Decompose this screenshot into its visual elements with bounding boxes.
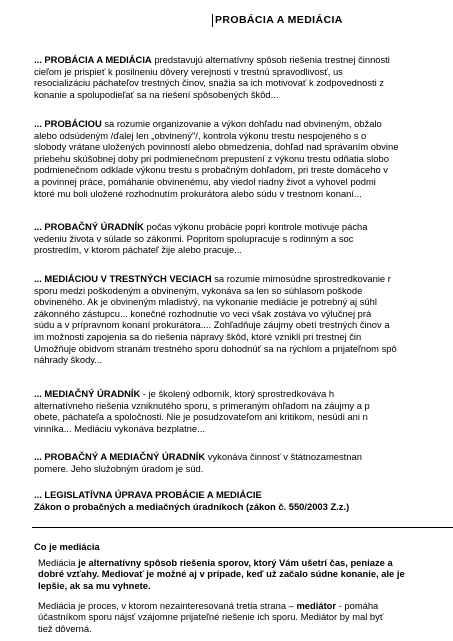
text-line: im možnosti zapojenia sa do riešenia nápravy škôd, ktoré vznikli pri trestnej čin [34,330,362,342]
text-line: a povinnej práce, pomáhanie obvinenému, aby viedol riadny život a vyhovel podmi [34,175,376,187]
text-line: alebo odsúdeným /ďalej len „obvinený"/, kontrola výkonu trestu nespojeného s o [34,129,367,141]
text-line: resocializáciu páchateľov trestných činov, snažia sa ich motivovať k zodpovednosti z [34,77,384,89]
horizontal-divider [32,527,453,528]
text-line: ... PROBAČNÝ A MEDIAČNÝ ÚRADNÍK vykonáva činnosť v štátnozamestnan [34,451,362,462]
text-line: Mediácia je proces, v ktorom nezainteresovaná tretia strana – mediátor - pomáha [38,600,379,611]
paragraph-mediacia-proces [38,600,453,634]
text-line: sporu medzi poškodeným a obvineným, vykonáva sa len so súhlasom poškode [34,284,363,296]
text-line: dobré vzťahy. Mediovať je možné aj v prípade, keď už začalo súdne konanie, ale je [38,568,405,580]
text-line: ... PROBAČNÝ ÚRADNÍK počas výkonu probácie popri kontrole motivuje pácha [34,221,368,232]
text-line: ... MEDIÁCIOU V TRESTNÝCH VECIACH sa rozumie mimosúdne sprostredkovanie r [34,273,391,284]
section-probacny-a-mediacny-uradnik [34,451,453,474]
section-mediaciou-v-trestnych-veciach [34,273,453,366]
text-line: Umožňuje obidvom stranám trestného sporu dohodnúť sa na rýchlom a prijateľnom spô [34,342,397,354]
text-line: tiež dôverná. [38,622,92,634]
paragraph-mediacia-definicia [38,557,453,591]
page-title: PROBÁCIA A MEDIÁCIA [215,14,343,26]
text-line: ... PROBÁCIOU sa rozumie organizovanie a výkon dohľadu nad obvineným, obžalo [34,118,382,129]
text-cursor [212,14,213,27]
text-line: priebehu skúšobnej doby pri podmienečnom prepustení z výkonu trestu odňatia slobo [34,152,389,164]
text-line: prostredím, v ktorom páchateľ žije alebo pracuje... [34,244,243,256]
text-line: ... PROBÁCIA A MEDIÁCIA predstavujú alternatívny spôsob riešenia trestnej činnosti [34,54,390,65]
text-line: cieľom je prispieť k posilneniu dôvery verejnosti v trestnú spravodlivosť, us [34,65,343,77]
text-line: obvineného. Ak je obvineným mladistvý, na vykonanie mediácie je potrebný aj súhl [34,296,377,308]
text-line: slobody vrátane uložených povinností alebo obmedzenia, dohľad nad správaním obvine [34,141,399,153]
section-probacny-uradnik [34,221,453,256]
text-line: konanie a spolupodieľať sa na riešení spôsobených škôd... [34,88,279,100]
text-line: ktoré mu boli uložené rozhodnutím prokurátora alebo súdu v trestnom konaní... [34,187,362,199]
text-line: vinníka... Mediáciu vykonáva bezplatne... [34,422,205,434]
text-line: Mediácia je alternatívny spôsob riešenia sporov, ktorý Vám ušetrí čas, peniaze a [38,557,393,568]
text-line: zákonného zástupcu... konečné rozhodnutie vo veci však zostáva vo výlučnej prá [34,307,372,319]
text-line: vedeniu života v súlade so zákonmi. Popritom spolupracuje s rodinným a soc [34,232,354,244]
text-line: ... LEGISLATÍVNA ÚPRAVA PROBÁCIE A MEDIÁCIE [34,489,262,500]
section-probaciou [34,118,453,199]
section-mediacny-uradnik [34,388,453,434]
section-probacia-a-mediacia [34,54,453,100]
text-line: účastníkom sporu nájsť vzájomne prijateľné riešenie ich sporu. Mediátor by mal byť [38,611,384,623]
text-line: lepšie, ak sa mu vyhnete. [38,579,151,591]
text-line: pomere. Jeho služobným úradom je súd. [34,462,204,474]
text-line: Zákon o probačných a mediačných úradníkoch (zákon č. 550/2003 Z.z.) [34,500,350,512]
text-line: ... MEDIAČNÝ ÚRADNÍK - je školený odborník, ktorý sprostredkováva h [34,388,335,399]
text-line: podmienečnom odklade výkonu trestu s probačným dohľadom, pri treste domáceho v [34,164,388,176]
text-line: alternatívneho riešenia vzniknutého sporu, s primeraným ohľadom na záujmy a p [34,399,370,411]
text-line: súdu a v prípravnom konaní prokurátora.... Zohľadňuje záujmy obetí trestných činov a [34,319,390,331]
subheading-co-je-mediacia: Co je mediácia [34,541,100,552]
text-line: obete, páchateľa a spoločnosti. Nie je posudzovateľom ani kritikom, nesúdi ani n [34,411,368,423]
section-legislativna-uprava [34,489,453,512]
text-line: náhrady škody... [34,354,103,366]
